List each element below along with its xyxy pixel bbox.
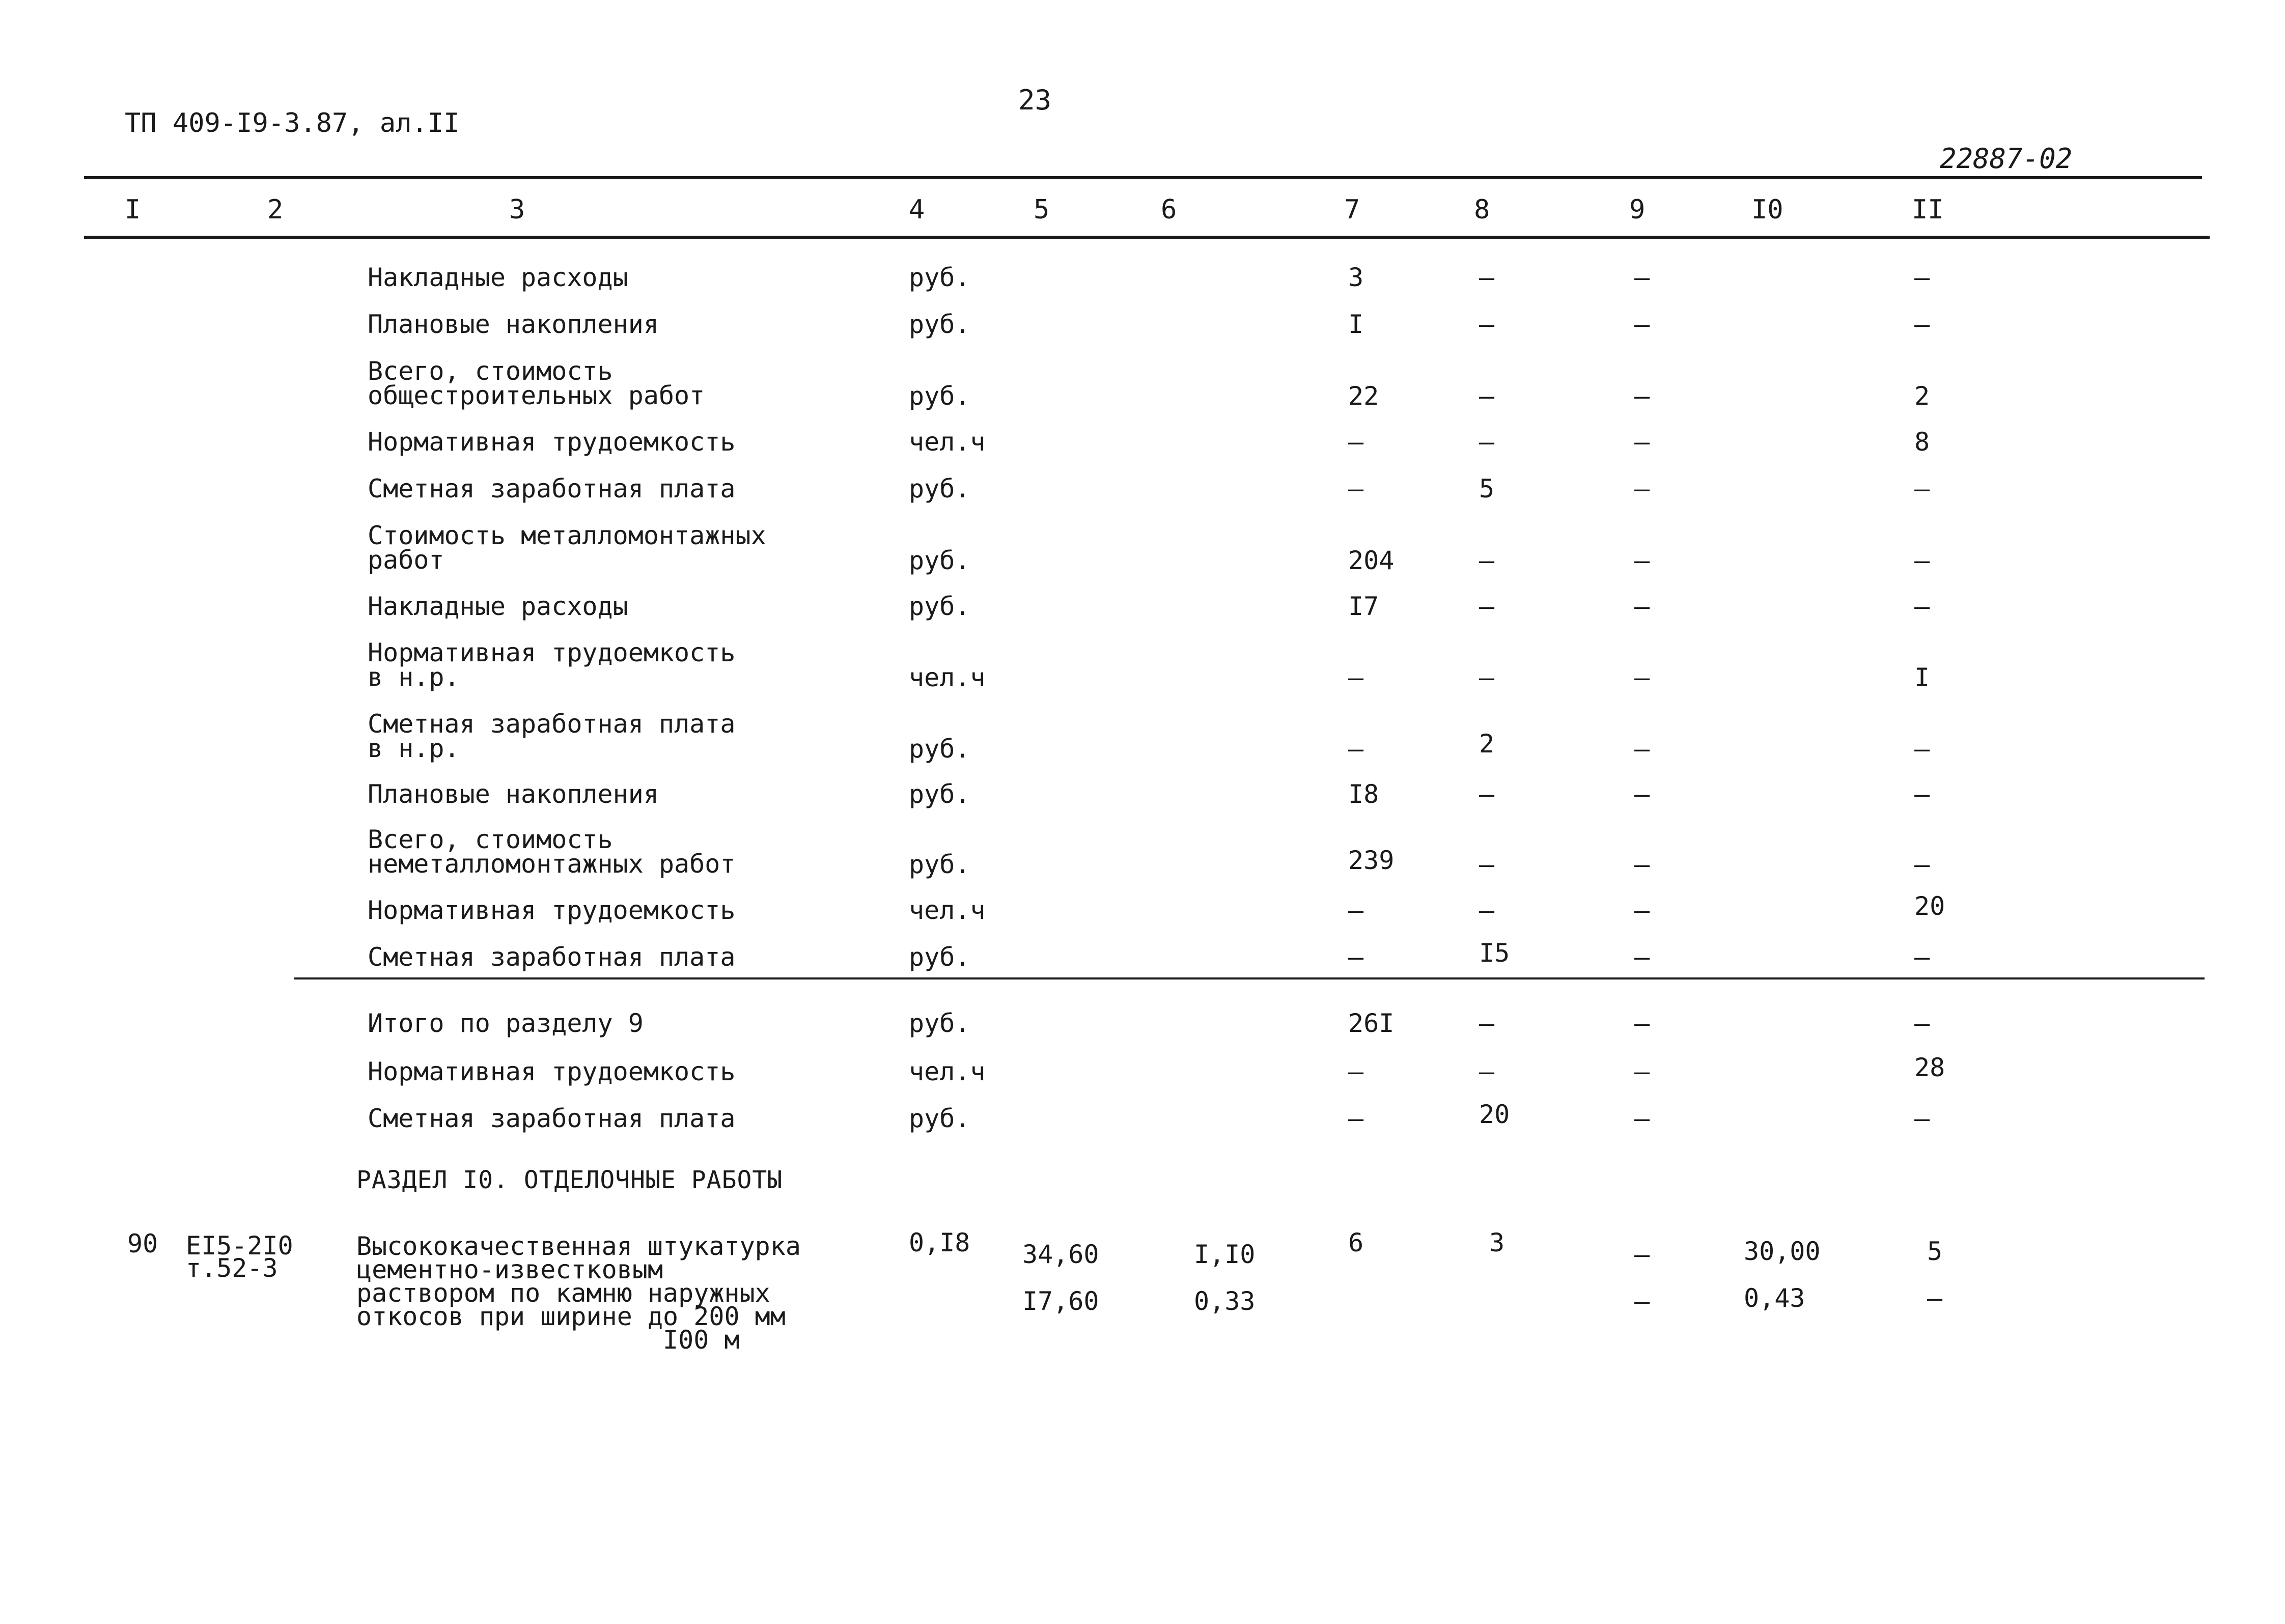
row-unit: руб. (909, 474, 970, 503)
row-col8: 5 (1479, 474, 1495, 503)
row-col8: – (1479, 779, 1495, 809)
row-col11: – (1914, 779, 1930, 809)
row-col11: – (1914, 1104, 1930, 1133)
row-col7: – (1348, 942, 1364, 972)
row-col9: – (1634, 779, 1650, 809)
row-label: Сметная заработная плата (368, 474, 736, 503)
column-header: 3 (509, 194, 525, 225)
row-label: Плановые накопления (368, 310, 659, 339)
row-unit: руб. (909, 942, 970, 972)
row-col11: 2 (1914, 381, 1930, 411)
row-col8: – (1479, 381, 1495, 411)
row-col11: 28 (1914, 1053, 1945, 1082)
row-col8: – (1479, 1009, 1495, 1038)
row-col9: – (1634, 592, 1650, 621)
row-col9: – (1634, 850, 1650, 879)
column-header: 5 (1034, 194, 1050, 225)
row-unit: руб. (909, 734, 970, 764)
row-unit: руб. (909, 779, 970, 809)
row-col8: 2 (1479, 729, 1495, 759)
row-col7: 239 (1348, 846, 1395, 875)
row-label: Всего, стоимость общестроительных работ (368, 356, 705, 410)
row-unit: руб. (909, 850, 970, 879)
row-col8: – (1479, 427, 1495, 457)
row-label: Итого по разделу 9 (368, 1009, 644, 1038)
row-col11: I (1914, 663, 1930, 692)
item-col4: 0,I8 (909, 1228, 970, 1257)
item-code: EI5-2I0 т.52-3 (186, 1231, 293, 1283)
row-unit: чел.ч (909, 427, 986, 457)
row-col9: – (1634, 427, 1650, 457)
row-col7: – (1348, 427, 1364, 457)
row-col9: – (1634, 942, 1650, 972)
row-col7: I (1348, 310, 1364, 339)
column-header: I (125, 194, 141, 225)
page-number: 23 (1018, 84, 1052, 116)
row-label: Нормативная трудоемкость (368, 1057, 736, 1086)
row-label: Сметная заработная плата в н.р. (368, 709, 736, 763)
item-description: Высококачественная штукатурка цементно-известковым раствором по камню наружных откосов при ширине до 200 мм I00 м (356, 1231, 801, 1355)
row-col8: – (1479, 592, 1495, 621)
row-col11: 8 (1914, 427, 1930, 457)
row-col9: – (1634, 1104, 1650, 1133)
column-header: 8 (1474, 194, 1490, 225)
item-col8: 3 (1489, 1228, 1505, 1257)
row-col8: – (1479, 546, 1495, 575)
row-label: Плановые накопления (368, 779, 659, 809)
row-unit: чел.ч (909, 895, 986, 925)
row-col11: 20 (1914, 891, 1945, 921)
row-col9: – (1634, 1009, 1650, 1038)
item-col9: – – (1634, 1240, 1650, 1316)
row-col7: I7 (1348, 592, 1379, 621)
row-unit: руб. (909, 592, 970, 621)
header-bottom-rule (84, 236, 2210, 239)
item-col7: 6 (1348, 1228, 1364, 1257)
row-unit: руб. (909, 1009, 970, 1038)
column-header: II (1912, 194, 1944, 225)
row-label: Всего, стоимость неметалломонтажных работ (368, 825, 736, 879)
column-header: 7 (1344, 194, 1360, 225)
row-col11: – (1914, 734, 1930, 764)
row-col8: – (1479, 310, 1495, 339)
row-col11: – (1914, 592, 1930, 621)
row-label: Нормативная трудоемкость в н.р. (368, 638, 736, 692)
row-label: Нормативная трудоемкость (368, 427, 736, 457)
row-label: Накладные расходы (368, 263, 628, 292)
row-unit: руб. (909, 263, 970, 292)
row-col7: – (1348, 1057, 1364, 1086)
row-col11: – (1914, 474, 1930, 503)
item-col10: 30,00 0,43 (1744, 1237, 1821, 1313)
item-number: 90 (127, 1229, 158, 1258)
row-col8: – (1479, 895, 1495, 925)
row-col9: – (1634, 895, 1650, 925)
row-col8: I5 (1479, 938, 1510, 968)
row-col11: – (1914, 850, 1930, 879)
row-col7: 204 (1348, 546, 1395, 575)
column-header: 2 (267, 194, 284, 225)
row-label: Сметная заработная плата (368, 942, 736, 972)
row-col9: – (1634, 546, 1650, 575)
row-col7: – (1348, 734, 1364, 764)
row-col9: – (1634, 310, 1650, 339)
row-col9: – (1634, 1057, 1650, 1086)
row-unit: руб. (909, 381, 970, 411)
row-col11: – (1914, 546, 1930, 575)
row-col7: 3 (1348, 263, 1364, 292)
row-col11: – (1914, 263, 1930, 292)
column-header: I0 (1751, 194, 1784, 225)
row-label: Стоимость металломонтажных работ (368, 521, 766, 575)
row-col7: – (1348, 895, 1364, 925)
row-col8: 20 (1479, 1100, 1510, 1129)
row-col9: – (1634, 663, 1650, 692)
column-header: 9 (1629, 194, 1646, 225)
column-header: 6 (1161, 194, 1177, 225)
table-top-rule (84, 176, 2202, 179)
row-unit: руб. (909, 546, 970, 575)
subtotal-rule (294, 977, 2205, 979)
row-unit: чел.ч (909, 1057, 986, 1086)
section-title: РАЗДЕЛ I0. ОТДЕЛОЧНЫЕ РАБОТЫ (356, 1166, 783, 1194)
row-col7: – (1348, 1104, 1364, 1133)
item-col6: I,I0 0,33 (1194, 1240, 1256, 1316)
row-col9: – (1634, 734, 1650, 764)
row-col7: I8 (1348, 779, 1379, 809)
row-col7: – (1348, 474, 1364, 503)
document-id: 22887-02 (1940, 143, 2073, 175)
row-label: Нормативная трудоемкость (368, 895, 736, 925)
row-col8: – (1479, 663, 1495, 692)
row-label: Сметная заработная плата (368, 1104, 736, 1133)
document-code: ТП 409-I9-3.87, ал.II (125, 108, 460, 138)
row-col11: – (1914, 1009, 1930, 1038)
row-col9: – (1634, 381, 1650, 411)
row-col11: – (1914, 310, 1930, 339)
row-col7: – (1348, 663, 1364, 692)
row-col8: – (1479, 850, 1495, 879)
row-label: Накладные расходы (368, 592, 628, 621)
row-unit: руб. (909, 310, 970, 339)
row-col11: – (1914, 942, 1930, 972)
row-unit: руб. (909, 1104, 970, 1133)
item-col11: 5 – (1927, 1237, 1943, 1313)
row-col9: – (1634, 474, 1650, 503)
row-col7: 22 (1348, 381, 1379, 411)
row-col8: – (1479, 1057, 1495, 1086)
row-col8: – (1479, 263, 1495, 292)
item-col5: 34,60 I7,60 (1022, 1240, 1099, 1316)
row-col7: 26I (1348, 1009, 1395, 1038)
row-unit: чел.ч (909, 663, 986, 692)
row-col9: – (1634, 263, 1650, 292)
column-header: 4 (909, 194, 925, 225)
